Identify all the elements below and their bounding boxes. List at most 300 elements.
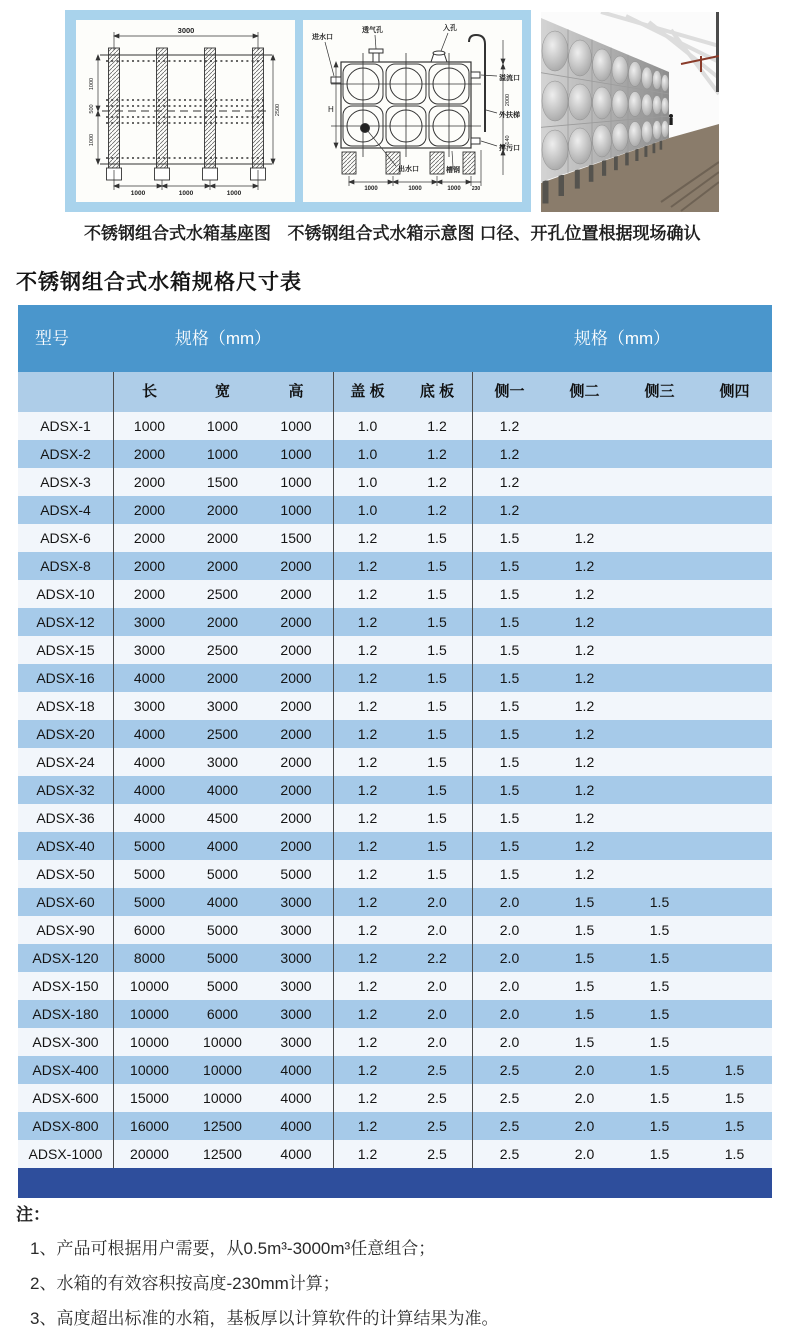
- cell-cover-plate: 1.2: [357, 1146, 378, 1162]
- table-row: [18, 860, 772, 888]
- cell-side-2: 1.5: [574, 894, 595, 910]
- cell-height: 4000: [280, 1062, 312, 1078]
- cell-side-2: 1.5: [574, 978, 595, 994]
- cell-width: 1500: [206, 474, 239, 490]
- col-header-side-2: 侧二: [569, 383, 600, 400]
- caption-photo: 口径、开孔位置根据现场确认: [479, 224, 701, 243]
- table-row: [18, 1000, 772, 1028]
- cell-width: 10000: [203, 1034, 242, 1050]
- header-spec-mm-left: 规格（mm）: [174, 329, 272, 348]
- base-diagram-drawing: [76, 20, 295, 202]
- cell-width: 2000: [206, 502, 239, 518]
- cell-cover-plate: 1.2: [357, 642, 378, 658]
- cell-side-4: [697, 524, 772, 552]
- cell-side-1: 2.5: [499, 1090, 520, 1106]
- cell-cover-plate: 1.2: [357, 810, 378, 826]
- cell-width: 4500: [206, 810, 239, 826]
- note-item-1: 1、产品可根据用户需要，从0.5m³-3000m³任意组合；: [30, 1239, 436, 1258]
- cell-width: 6000: [206, 1006, 239, 1022]
- worker-figure: [669, 114, 673, 125]
- table-row: [18, 580, 772, 608]
- label-channel-steel: 槽钢: [446, 167, 460, 174]
- cell-side-3: 1.5: [649, 1146, 670, 1162]
- cell-model: ADSX-600: [32, 1090, 99, 1106]
- cell-length: 5000: [133, 838, 166, 854]
- cell-model: ADSX-3: [40, 474, 91, 490]
- cell-model: ADSX-1000: [28, 1146, 103, 1162]
- cell-side-2: 1.2: [574, 530, 595, 546]
- cell-side-4: [697, 720, 772, 748]
- cell-model: ADSX-120: [32, 950, 99, 966]
- cell-height: 2000: [280, 838, 312, 854]
- base-grid-lines: [100, 55, 272, 164]
- cell-height: 1000: [280, 474, 312, 490]
- cell-side-3: [622, 496, 697, 524]
- cell-side-2: 1.5: [574, 950, 595, 966]
- cell-bottom-plate: 1.5: [427, 698, 447, 714]
- cell-side-4: [697, 972, 772, 1000]
- cell-model: ADSX-40: [36, 838, 95, 854]
- cell-height: 5000: [280, 866, 312, 882]
- cell-width: 10000: [203, 1062, 242, 1078]
- cell-width: 12500: [203, 1146, 242, 1162]
- cell-model: ADSX-10: [36, 586, 95, 602]
- cell-bottom-plate: 2.0: [427, 1034, 447, 1050]
- cell-model: ADSX-6: [40, 530, 91, 546]
- cell-side-3: 1.5: [649, 1034, 670, 1050]
- cell-length: 10000: [130, 1062, 169, 1078]
- cell-length: 4000: [133, 810, 166, 826]
- cell-bottom-plate: 2.0: [427, 978, 447, 994]
- cell-bottom-plate: 2.0: [427, 922, 447, 938]
- cell-width: 5000: [206, 922, 239, 938]
- cell-bottom-plate: 1.2: [427, 418, 447, 434]
- cell-side-3: 1.5: [649, 950, 670, 966]
- cell-model: ADSX-180: [32, 1006, 99, 1022]
- cell-cover-plate: 1.2: [357, 866, 378, 882]
- cell-height: 1500: [280, 530, 312, 546]
- cell-height: 4000: [280, 1146, 312, 1162]
- cell-cover-plate: 1.2: [357, 586, 378, 602]
- base-dim-left-3: 1000: [89, 133, 95, 147]
- cell-side-1: 1.5: [499, 754, 520, 770]
- col-header-side-4: 侧四: [719, 383, 750, 400]
- cell-width: 2500: [206, 726, 239, 742]
- cell-model: ADSX-60: [36, 894, 95, 910]
- label-vent: 透气孔: [362, 27, 383, 34]
- cell-side-2: [547, 412, 622, 440]
- cell-cover-plate: 1.2: [357, 838, 378, 854]
- cell-side-1: 1.5: [499, 698, 520, 714]
- cell-side-4: [697, 944, 772, 972]
- base-dim-bottom-1: 1000: [130, 190, 146, 197]
- cell-side-2: 2.0: [574, 1118, 595, 1134]
- cell-side-3: [622, 636, 697, 664]
- table-row: [18, 664, 772, 692]
- cell-bottom-plate: 2.0: [427, 1006, 447, 1022]
- cell-side-3: 1.5: [649, 1006, 670, 1022]
- col-header-empty: [18, 372, 113, 412]
- cell-width: 5000: [206, 950, 239, 966]
- cell-side-3: [622, 468, 697, 496]
- cell-side-1: 1.5: [499, 838, 520, 854]
- label-outlet: 出水口: [398, 166, 419, 173]
- note-item-2: 2、水箱的有效容积按高度-230mm计算；: [30, 1274, 340, 1293]
- table-row: [18, 496, 772, 524]
- cell-model: ADSX-32: [36, 782, 95, 798]
- cell-bottom-plate: 1.5: [427, 866, 447, 882]
- cell-width: 12500: [203, 1118, 242, 1134]
- cell-width: 4000: [206, 838, 239, 854]
- cell-side-1: 1.5: [499, 670, 520, 686]
- cell-side-3: [622, 608, 697, 636]
- table-row: [18, 608, 772, 636]
- cell-cover-plate: 1.2: [357, 1118, 378, 1134]
- schematic-dim-1: 1000: [364, 186, 378, 192]
- table-row: [18, 832, 772, 860]
- cell-side-1: 2.5: [499, 1146, 520, 1162]
- cell-side-2: 2.0: [574, 1062, 595, 1078]
- cell-width: 2000: [206, 530, 239, 546]
- table-body: [18, 412, 772, 1168]
- schematic-dim-4: 230: [471, 186, 481, 192]
- col-header-cover-plate: 盖 板: [350, 383, 385, 400]
- cell-side-2: 1.2: [574, 726, 595, 742]
- cell-cover-plate: 1.0: [357, 474, 378, 490]
- cell-side-1: 1.2: [499, 474, 520, 490]
- caption-base-diagram: 不锈钢组合式水箱基座图: [84, 224, 271, 243]
- cell-side-4: 1.5: [724, 1062, 745, 1078]
- schematic-dim-2: 1000: [408, 186, 422, 192]
- spec-table: [18, 305, 772, 1198]
- cell-bottom-plate: 2.0: [427, 894, 447, 910]
- label-height-h: H: [328, 105, 334, 114]
- cell-height: 2000: [280, 698, 312, 714]
- table-row: [18, 692, 772, 720]
- cell-model: ADSX-12: [36, 614, 95, 630]
- cell-cover-plate: 1.2: [357, 614, 378, 630]
- table-row: [18, 1112, 772, 1140]
- cell-length: 16000: [130, 1118, 169, 1134]
- cell-bottom-plate: 1.5: [427, 586, 447, 602]
- cell-height: 2000: [280, 642, 312, 658]
- page-title: 不锈钢组合式水箱规格尺寸表: [16, 271, 302, 294]
- cell-side-4: [697, 748, 772, 776]
- cell-length: 2000: [133, 586, 166, 602]
- cell-side-2: 1.5: [574, 1034, 595, 1050]
- cell-length: 5000: [133, 894, 166, 910]
- cell-cover-plate: 1.0: [357, 446, 378, 462]
- schematic-dim-3: 1000: [447, 186, 461, 192]
- cell-side-3: 1.5: [649, 922, 670, 938]
- cell-height: 1000: [280, 418, 312, 434]
- cell-width: 5000: [206, 866, 239, 882]
- cell-side-4: [697, 664, 772, 692]
- header-spec-mm-right: 规格（mm）: [573, 329, 671, 348]
- tank-photo-image: [541, 12, 719, 212]
- cell-length: 6000: [133, 922, 166, 938]
- cell-length: 2000: [133, 558, 166, 574]
- cell-cover-plate: 1.0: [357, 502, 378, 518]
- table-row: [18, 1140, 772, 1168]
- cell-length: 5000: [133, 866, 166, 882]
- cell-side-3: [622, 692, 697, 720]
- cell-side-1: 1.5: [499, 866, 520, 882]
- diagram-band: [65, 10, 531, 212]
- table-row: [18, 916, 772, 944]
- label-manhole: 入孔: [443, 25, 457, 32]
- label-overflow: 溢流口: [499, 75, 520, 82]
- schematic-dim-right-1: 2000: [505, 93, 511, 107]
- table-subheader: [18, 372, 772, 412]
- cell-length: 3000: [133, 614, 166, 630]
- table-row: [18, 888, 772, 916]
- cell-side-3: [622, 720, 697, 748]
- cell-side-2: 1.2: [574, 670, 595, 686]
- column-divider-2: [333, 372, 334, 1168]
- cell-cover-plate: 1.2: [357, 1034, 378, 1050]
- cell-side-3: 1.5: [649, 978, 670, 994]
- cell-width: 2500: [206, 586, 239, 602]
- cell-side-1: 1.5: [499, 586, 520, 602]
- cell-side-2: 1.2: [574, 558, 595, 574]
- cell-height: 4000: [280, 1090, 312, 1106]
- cell-side-1: 2.0: [499, 1006, 520, 1022]
- cell-side-2: 1.2: [574, 642, 595, 658]
- column-divider-1: [113, 372, 114, 1168]
- cell-length: 3000: [133, 642, 166, 658]
- cell-cover-plate: 1.2: [357, 922, 378, 938]
- cell-side-3: [622, 832, 697, 860]
- cell-length: 10000: [130, 1034, 169, 1050]
- cell-length: 2000: [133, 474, 166, 490]
- cell-height: 2000: [280, 754, 312, 770]
- cell-side-1: 2.0: [499, 922, 520, 938]
- base-dim-left-1: 1000: [89, 77, 95, 91]
- table-row: [18, 440, 772, 468]
- col-header-bottom-plate: 底 板: [419, 383, 455, 400]
- tank-body: [331, 53, 481, 157]
- cell-bottom-plate: 1.5: [427, 810, 447, 826]
- cell-height: 2000: [280, 670, 312, 686]
- cell-model: ADSX-16: [36, 670, 95, 686]
- cell-cover-plate: 1.0: [357, 418, 378, 434]
- cell-height: 4000: [280, 1118, 312, 1134]
- cell-width: 2500: [206, 642, 239, 658]
- cell-side-1: 1.5: [499, 642, 520, 658]
- tank-schematic-drawing: [303, 20, 522, 202]
- cell-width: 3000: [206, 754, 239, 770]
- cell-side-1: 1.5: [499, 782, 520, 798]
- notes-section: [16, 1204, 776, 1328]
- cell-width: 4000: [206, 894, 239, 910]
- cell-side-2: [547, 440, 622, 468]
- cell-side-3: [622, 524, 697, 552]
- cell-side-2: 1.5: [574, 1006, 595, 1022]
- cell-model: ADSX-8: [40, 558, 91, 574]
- cell-height: 2000: [280, 782, 312, 798]
- cell-cover-plate: 1.2: [357, 1062, 378, 1078]
- table-row: [18, 720, 772, 748]
- cell-side-3: [622, 440, 697, 468]
- cell-width: 2000: [206, 614, 239, 630]
- cell-length: 4000: [133, 726, 166, 742]
- cell-width: 2000: [206, 558, 239, 574]
- cell-side-2: 1.2: [574, 838, 595, 854]
- cell-height: 1000: [280, 446, 312, 462]
- cell-side-3: [622, 664, 697, 692]
- cell-bottom-plate: 1.5: [427, 614, 447, 630]
- cell-bottom-plate: 1.5: [427, 782, 447, 798]
- cell-bottom-plate: 1.2: [427, 502, 447, 518]
- cell-side-1: 1.2: [499, 446, 520, 462]
- cell-length: 3000: [133, 698, 166, 714]
- cell-side-1: 1.2: [499, 502, 520, 518]
- cell-side-2: 1.2: [574, 782, 595, 798]
- base-beams: [107, 48, 266, 180]
- cell-model: ADSX-90: [36, 922, 95, 938]
- cell-bottom-plate: 1.2: [427, 474, 447, 490]
- cell-side-4: [697, 412, 772, 440]
- cell-height: 2000: [280, 726, 312, 742]
- table-header: [18, 305, 772, 372]
- cell-side-4: [697, 804, 772, 832]
- cell-width: 3000: [206, 698, 239, 714]
- cell-width: 2000: [206, 670, 239, 686]
- cell-side-2: 1.2: [574, 698, 595, 714]
- cell-cover-plate: 1.2: [357, 1090, 378, 1106]
- cell-bottom-plate: 2.5: [427, 1062, 447, 1078]
- cell-model: ADSX-18: [36, 698, 95, 714]
- cell-width: 1000: [206, 418, 239, 434]
- cell-length: 2000: [133, 530, 166, 546]
- cell-width: 4000: [206, 782, 239, 798]
- cell-bottom-plate: 2.5: [427, 1090, 447, 1106]
- cell-bottom-plate: 1.5: [427, 726, 447, 742]
- cell-height: 3000: [280, 978, 312, 994]
- col-header-length: 长: [141, 383, 157, 400]
- cell-model: ADSX-1: [40, 418, 91, 434]
- cell-side-2: 1.2: [574, 866, 595, 882]
- cell-side-2: 1.2: [574, 754, 595, 770]
- cell-length: 20000: [130, 1146, 169, 1162]
- cell-side-3: 1.5: [649, 1118, 670, 1134]
- cell-length: 1000: [133, 418, 166, 434]
- cell-side-3: [622, 412, 697, 440]
- cell-side-2: 1.2: [574, 810, 595, 826]
- cell-length: 4000: [133, 754, 166, 770]
- tank-fittings: [331, 35, 485, 144]
- cell-side-2: 2.0: [574, 1146, 595, 1162]
- cell-side-1: 1.5: [499, 614, 520, 630]
- cell-model: ADSX-2: [40, 446, 91, 462]
- cell-model: ADSX-15: [36, 642, 95, 658]
- cell-bottom-plate: 1.5: [427, 670, 447, 686]
- cell-side-4: [697, 888, 772, 916]
- cell-bottom-plate: 1.5: [427, 754, 447, 770]
- base-dim-bottom-2: 1000: [178, 190, 194, 197]
- cell-cover-plate: 1.2: [357, 894, 378, 910]
- note-item-3: 3、高度超出标准的水箱，基板厚以计算软件的计算结果为准。: [30, 1309, 499, 1328]
- header-model: 型号: [35, 329, 69, 348]
- cell-length: 2000: [133, 446, 166, 462]
- cell-side-1: 1.2: [499, 418, 520, 434]
- cell-side-1: 2.5: [499, 1062, 520, 1078]
- cell-length: 2000: [133, 502, 166, 518]
- col-header-height: 高: [288, 383, 304, 400]
- base-dim-bottom-3: 1000: [226, 190, 242, 197]
- cell-side-2: [547, 496, 622, 524]
- table-row: [18, 804, 772, 832]
- table-row: [18, 748, 772, 776]
- cell-side-2: 1.5: [574, 922, 595, 938]
- cell-height: 2000: [280, 558, 312, 574]
- cell-bottom-plate: 1.5: [427, 642, 447, 658]
- cell-height: 2000: [280, 586, 312, 602]
- cell-side-3: [622, 552, 697, 580]
- cell-cover-plate: 1.2: [357, 754, 378, 770]
- cell-cover-plate: 1.2: [357, 558, 378, 574]
- cell-height: 3000: [280, 922, 312, 938]
- cell-model: ADSX-24: [36, 754, 95, 770]
- background-wall-edge: [716, 12, 719, 92]
- cell-side-1: 1.5: [499, 530, 520, 546]
- cell-model: ADSX-150: [32, 978, 99, 994]
- table-footer-bar: [18, 1168, 772, 1198]
- tank-photo: [541, 12, 719, 212]
- cell-width: 5000: [206, 978, 239, 994]
- base-dim-top: 3000: [177, 26, 195, 35]
- cell-cover-plate: 1.2: [357, 698, 378, 714]
- cell-side-3: [622, 860, 697, 888]
- cell-side-4: [697, 468, 772, 496]
- cell-side-4: [697, 496, 772, 524]
- cell-side-4: [697, 860, 772, 888]
- base-diagram-panel: [76, 20, 295, 202]
- cell-height: 3000: [280, 1034, 312, 1050]
- cell-height: 3000: [280, 894, 312, 910]
- cell-cover-plate: 1.2: [357, 726, 378, 742]
- cell-bottom-plate: 1.2: [427, 446, 447, 462]
- cell-side-4: [697, 552, 772, 580]
- label-ladder: 外扶梯: [499, 112, 520, 119]
- cell-width: 10000: [203, 1090, 242, 1106]
- cell-side-3: [622, 748, 697, 776]
- cell-bottom-plate: 2.5: [427, 1146, 447, 1162]
- col-header-side-1: 侧一: [494, 383, 525, 400]
- table-row: [18, 412, 772, 440]
- cell-side-4: [697, 832, 772, 860]
- cell-side-4: [697, 636, 772, 664]
- table-row: [18, 776, 772, 804]
- table-row: [18, 1028, 772, 1056]
- cell-cover-plate: 1.2: [357, 530, 378, 546]
- cell-side-2: [547, 468, 622, 496]
- cell-side-1: 2.5: [499, 1118, 520, 1134]
- cell-side-4: [697, 692, 772, 720]
- cell-length: 4000: [133, 670, 166, 686]
- cell-side-1: 1.5: [499, 726, 520, 742]
- cell-side-4: 1.5: [724, 1090, 745, 1106]
- cell-model: ADSX-36: [36, 810, 95, 826]
- table-row: [18, 944, 772, 972]
- cell-height: 2000: [280, 810, 312, 826]
- cell-model: ADSX-4: [40, 502, 91, 518]
- cell-model: ADSX-20: [36, 726, 95, 742]
- cell-side-4: [697, 580, 772, 608]
- table-row: [18, 1056, 772, 1084]
- cell-cover-plate: 1.2: [357, 782, 378, 798]
